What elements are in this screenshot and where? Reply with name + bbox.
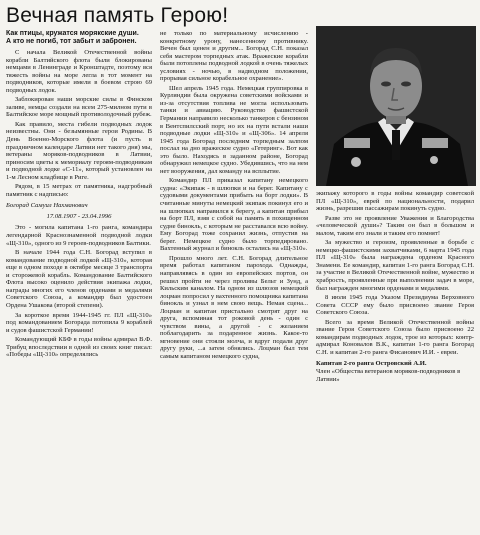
paragraph: С начала Великой Отечественной войны корабли Балтийского флота были блокированы немцами в Ленинграде и Кронштадте, поэтому вся тяжесть войны на море легла в тот момент на подводников, которые имели в боевом строю 69 подводных лодок. [6,49,152,94]
portrait-photo [316,26,476,186]
epigraph: Как птицы, кружатся морякские души. А кто не погиб, тот забыт и забронен. [6,30,139,45]
paragraph: Разве это не проявление Уважения и Благородства «человеческой души»? Таким он был в большом и малом, таким его знали и таким его помнят! [316,214,474,237]
paragraph: Всего за время Великой Отечественной войны звание Героя Советского Союза было присвоено 22 командирам подводных лодок, трое из которых: контр-адмирал Коновалов В.К., капитан 1-го ранга Богорад С.Н. и капитан 2-го ранга Фисанович И.И. - евреи. [316,318,474,356]
paragraph: Шел апрель 1945 года. Немецкая группировка в Курляндии была окружена советскими войсками и из-за отсутствия топлива не могла использовать танки и авиацию. Руководство фашистской Германии направило несколько танкеров с бензином в Вентспилсский порт, но их на пути встали наши подводные лодки «Щ-310» и «Щ-306». 14 апреля 1945 года Богорад последним торпедным залпом послал на дно вражеское судно «Гетеринг». Вот как это было. Находясь в заданном районе, Богорад обнаружил немецкое судно. Убедившись, что на нем нет вооружения, дал команду на всплытие. [160,84,308,175]
paragraph: экипажу которого в годы войны командир советской ПЛ «Щ-310», еврей по национальности, подарил жизнь, разрешив пассажирам покинуть судно. [316,190,474,213]
article-title: Вечная память Герою! [6,4,229,27]
author-name: Капитан 2-го ранга Островский А.И. [316,360,427,368]
paragraph: За короткое время 1944-1945 гг. ПЛ «Щ-310» под командованием Богорада потопила 9 кораблей и судов фашистской Германии! [6,311,152,334]
paragraph: В начале 1944 года С.Н. Богорад вступил в командование подводной лодкой «Щ-310», которая еще в одном походе в октябре месяце 3 транспорта и сторожевой корабль. Командование Балтийского Флота высоко оценило действия экипажа лодки, награды многих его членов орденами и медалями Советского Союза, а командир был удостоен Ордена Ушакова (второй степени). [6,249,152,309]
paragraph: Заблокирован наши морские силы в Финском заливе, немцы создали на всем 275-милном пути в Балтийское море мощный противолодочный рубеж. [6,96,152,119]
paragraph: За мужество и героизм, проявленные в борьбе с немецко-фашистскими захватчиками, 6 марта 1945 года ПЛ «Щ-310» была награждена орденом Красного Знамени. Ее командир, капитан 1-го ранга Богорад С.Н. за участие в Великой Отечественной войне, мужество и храбрость, проявленные при выполнении задач в море, был награжден многими орденами и медалями. [316,239,474,292]
paragraph: Это - могила капитана 1-го ранга, командира легендарной Краснознаменной подводной лодки «Щ-310», одного из 9 героев-подводников Балтики. [6,224,152,247]
author-title: Член «Общества ветеранов моряков-подводников в Латвии» [316,368,461,383]
paragraph: Командующий КБФ в годы войны адмирал В.Ф. Трибуц впоследствии в одной из своих книг писал: «Победы «Щ-310» определялись [6,336,152,359]
paragraph: Рядом, в 15 метрах от памятника, надгробный памятник с надписью: [6,183,152,198]
paragraph: Как правило, места гибели подводных лодок неизвестны. Они - безымянные герои Родины. В День Военно-Морского флота (и пусть в праздничном календаре Латвии нет такого дня) мы, ветераны моряков-подводников в Латвии, приносим цветы к мемориалу героям-подводникам и подводной лодке «С-11», который установлен на 1-м Лесном кладбище в Риге. [6,120,152,181]
tombstone-dates: 17.08.1907 - 23.04.1996 [46,212,112,220]
paragraph: 8 июля 1945 года Указом Президиума Верховного Совета СССР ему было присвоено звание Героя Советского Союза. [316,294,474,317]
column-2 [160,30,308,531]
paragraph: Прошло много лет. С.Н. Богорад длительное время работал капитаном парохода. Однажды, направлявясь в один из европейских портов, он решил пройти не через проливы Бельт и Зунд, а Кильским каналом. На одном из шлюзов немецкий лоцман попросил у вахтенного помощника капитана бинокль и узнал в нем свою вещь. Немая сцена... Лоцман и капитан пристально смотрят друг на друга, вспоминая тот роковой день - один с чувством вины, а другой - с желанием поблагодарить за подаренное жизнь. Какое-то мгновение они стояли молча, и вдруг подали друг другу руки, ...а затем обнялись. Лоцман был тем самым капитаном немецкого судна, [160,254,308,360]
tombstone-name: Богорад Самуил Нахманович [6,202,88,210]
paragraph: не только по материальному исчислению - конкретному урону, нанесенному противнику. Вечен был ценен и другим... Богорад С.Н. показал себя мастером торпедных атак. Вражеские корабли были потоплены подводной лодкой в очень тяжелых условиях - ночью, в надводном положении, прорывая сильное корабельное охранение». [160,30,308,83]
column-1 [6,30,152,531]
paragraph: Командир ПЛ приказал капитану немецкого судна: «Экипаж - в шлюпки и на берег. Капитану с судовыми документами прибыть на борт лодки». В считанные минуты немецкий экипаж покинул его и на шлюпках направился к берегу, а капитан прибыл на борт ПЛ, взяв с собой на память в похищенном судне бинокль, с которым не расставался всю войну. Ему Богорад тоже сохранил жизнь, отпустив на берег. Немецкое судно было торпедировано. Вахтенный журнал и бинокль остались на «Щ-310». [160,177,308,253]
column-3 [316,190,474,531]
